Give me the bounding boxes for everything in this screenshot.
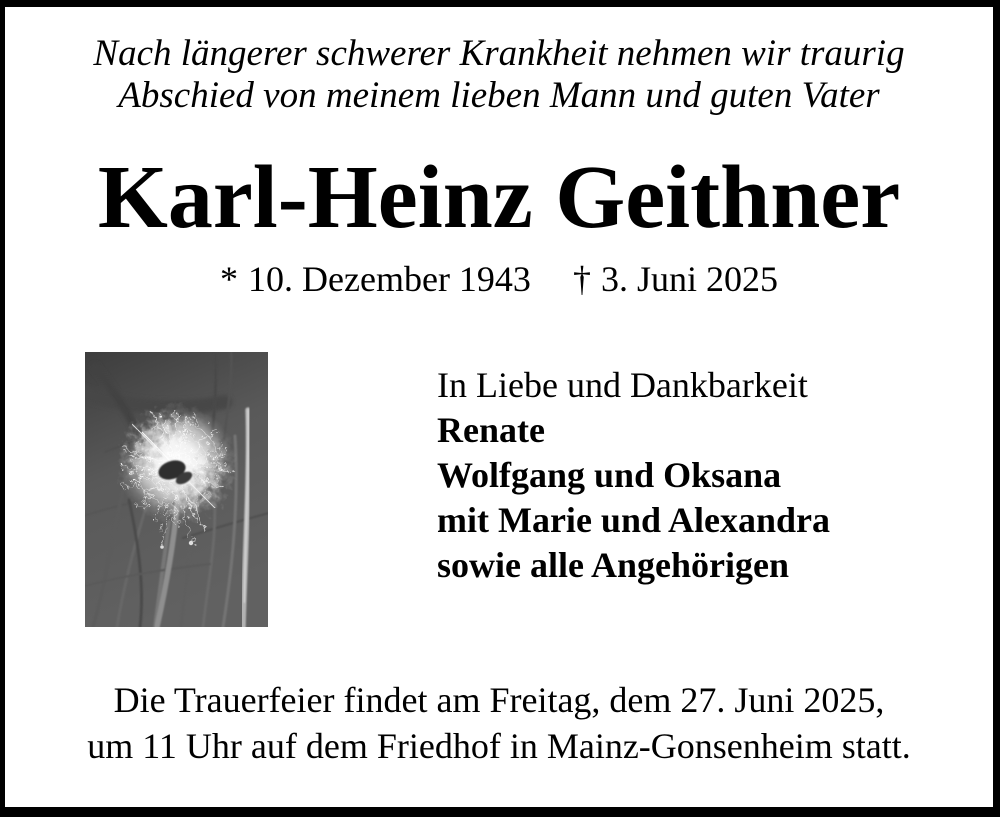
family-block — [437, 363, 830, 588]
intro-line-1: Nach längerer schwerer Krankheit nehmen wir traurig — [93, 33, 905, 74]
intro-text — [5, 33, 993, 117]
funeral-line-1: Die Trauerfeier findet am Freitag, dem 27. Juni 2025, — [113, 680, 885, 720]
death-cross-symbol: † — [572, 259, 591, 299]
funeral-info — [5, 677, 993, 769]
deceased-name: Karl-Heinz Geithner — [97, 148, 901, 247]
birth-star-symbol: * — [220, 259, 239, 299]
birth-date-text: 10. Dezember 1943 — [248, 259, 531, 299]
dandelion-photo — [85, 352, 268, 627]
closing-line: In Liebe und Dankbarkeit — [437, 365, 808, 405]
life-dates — [5, 257, 993, 301]
birth-date-group — [220, 259, 531, 299]
death-date-text: 3. Juni 2025 — [600, 259, 778, 299]
mourner-line: sowie alle Angehörigen — [437, 545, 789, 585]
death-date-group — [573, 259, 778, 299]
mourner-line: mit Marie und Alexandra — [437, 500, 830, 540]
mourner-line: Renate — [437, 410, 545, 450]
intro-line-2: Abschied von meinem lieben Mann und guten Vater — [118, 75, 880, 116]
dandelion-photo-graphic — [85, 352, 268, 627]
funeral-line-2: um 11 Uhr auf dem Friedhof in Mainz-Gonsenheim statt. — [87, 726, 911, 766]
mourner-line: Wolfgang und Oksana — [437, 455, 782, 495]
